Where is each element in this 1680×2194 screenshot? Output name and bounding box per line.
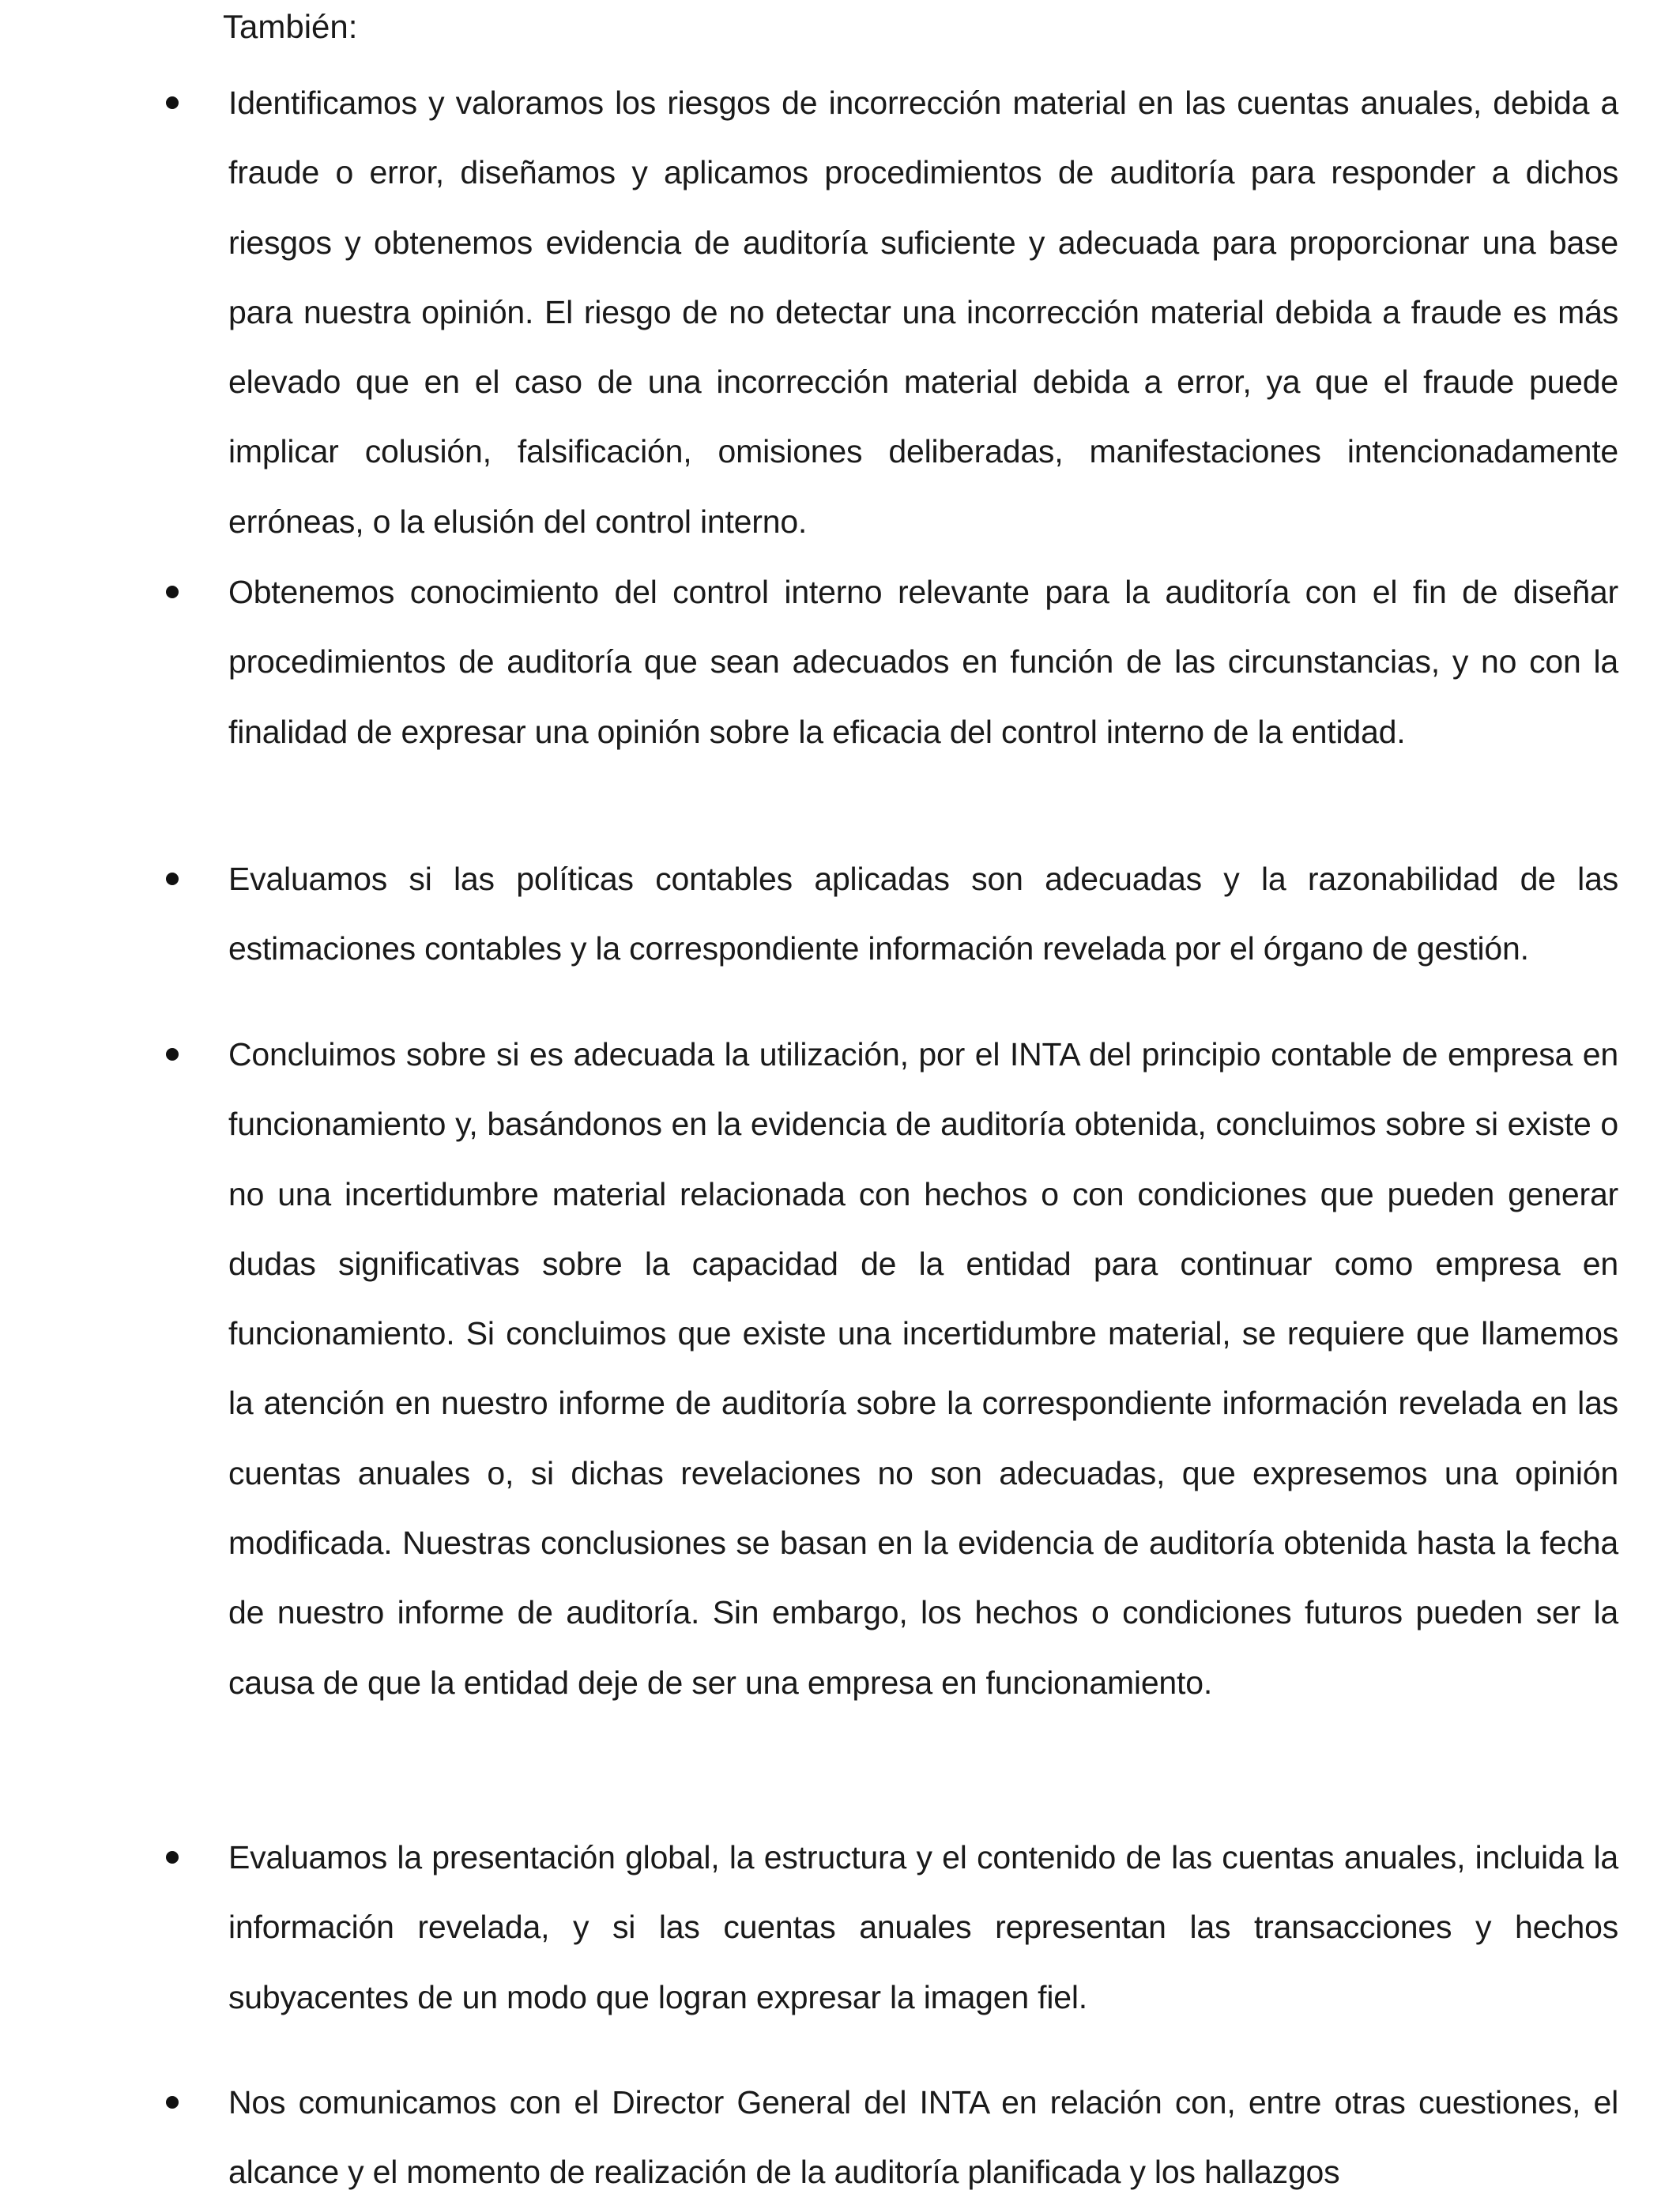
bullet-icon [166, 873, 179, 885]
bullet-text: Identificamos y valoramos los riesgos de incorrección material en las cuentas anuales, debida a fraude o error, diseñamos y aplicamos procedimientos de auditoría para responder a dichos riesgos y obtenemos evidencia de auditoría suficiente y adecuada para proporcionar una base para nuestra opinión. El riesgo de no detectar una incorrección material debida a fraude es más elevado que en el caso de una incorrección material debida a error, ya que el fraude puede implicar colusión, falsificación, omisiones deliberadas, manifestaciones intencionadamente erróneas, o la elusión del control interno. [228, 85, 1618, 540]
intro-text: También: [223, 8, 358, 45]
bullet-icon [166, 2096, 179, 2109]
bullet-text: Obtenemos conocimiento del control interno relevante para la auditoría con el fin de diseñar procedimientos de auditoría que sean adecuados en función de las circunstancias, y no con la finalidad de expresar una opinión sobre la eficacia del control interno de la entidad. [228, 574, 1618, 750]
bullet-icon [166, 96, 179, 109]
bullet-icon [166, 1851, 179, 1864]
bullet-icon [166, 1048, 179, 1061]
bullet-text: Evaluamos la presentación global, la estructura y el contenido de las cuentas anuales, incluida la información revelada, y si las cuentas anuales representan las transacciones y hechos subyacentes de un modo que logran expresar la imagen fiel. [228, 1839, 1618, 2015]
bullet-text: Evaluamos si las políticas contables aplicadas son adecuadas y la razonabilidad de las estimaciones contables y la correspondiente información revelada por el órgano de gestión. [228, 861, 1618, 967]
bullet-text: Concluimos sobre si es adecuada la utilización, por el INTA del principio contable de empresa en funcionamiento y, basándonos en la evidencia de auditoría obtenida, concluimos sobre si existe o no una incertidumbre material relacionada con hechos o con condiciones que pueden generar dudas significativas sobre la capacidad de la entidad para continuar como empresa en funcionamiento. Si concluimos que existe una incertidumbre material, se requiere que llamemos la atención en nuestro informe de auditoría sobre la correspondiente información revelada en las cuentas anuales o, si dichas revelaciones no son adecuadas, que expresemos una opinión modificada. Nuestras conclusiones se basan en la evidencia de auditoría obtenida hasta la fecha de nuestro informe de auditoría. Sin embargo, los hechos o condiciones futuros pueden ser la causa de que la entidad deje de ser una empresa en funcionamiento. [228, 1036, 1618, 1701]
bullet-text: Nos comunicamos con el Director General del INTA en relación con, entre otras cuestiones, el alcance y el momento de realización de la auditoría planificada y los hallazgos [228, 2084, 1618, 2191]
bullet-icon [166, 586, 179, 598]
